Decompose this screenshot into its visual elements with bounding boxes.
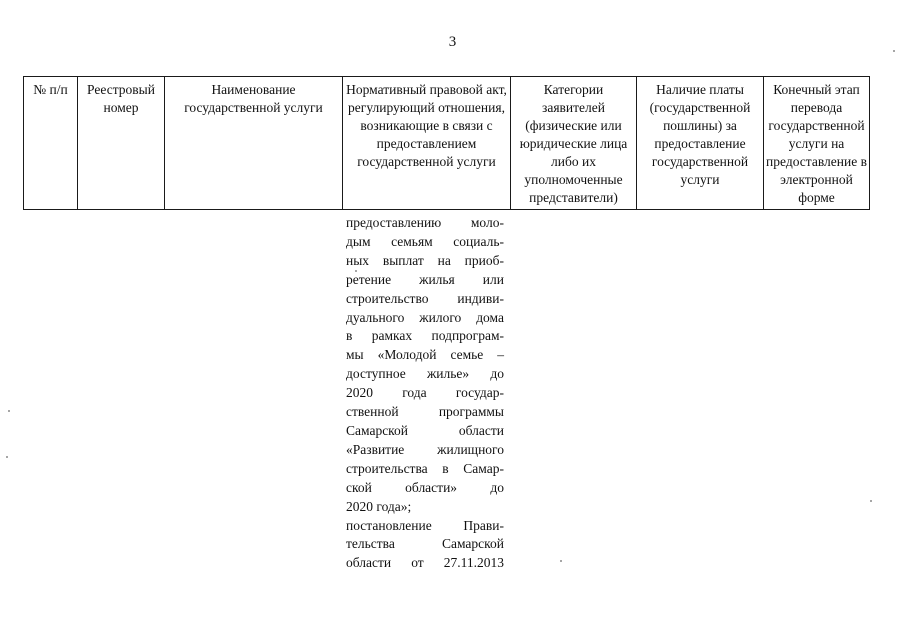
text-line: строительства в Самар- — [346, 460, 504, 476]
legal-act-continuation-text — [346, 214, 504, 573]
table-header-row — [24, 77, 870, 210]
text-line: в рамках подпрограм- — [346, 328, 504, 344]
header-fee: Наличие платы (государственной пошлины) за предоставление государственной услуги — [637, 77, 764, 210]
scan-speck — [893, 50, 895, 52]
text-line: области от 27.11.2013 — [346, 555, 504, 571]
text-line: ных выплат на приоб- — [346, 252, 504, 268]
services-table — [23, 76, 870, 210]
text-line: 2020 года»; — [346, 498, 412, 514]
text-line: Самарской области — [346, 422, 504, 438]
header-applicant-categories: Категории заявителей (физические или юридические лица либо их уполномоченные представители) — [511, 77, 637, 210]
text-line: ретение жилья или — [346, 271, 504, 287]
scan-speck — [355, 270, 357, 272]
text-line: строительство индиви- — [346, 290, 504, 306]
scan-speck — [6, 456, 8, 458]
text-line: постановление Прави- — [346, 517, 504, 533]
header-service-name: Наименование государственной услуги — [165, 77, 343, 210]
scan-speck — [870, 500, 872, 502]
text-line: мы «Молодой семье – — [346, 347, 504, 363]
text-line: предоставлению моло- — [346, 215, 504, 230]
scan-speck — [8, 410, 10, 412]
text-line: дым семьям социаль- — [346, 233, 504, 249]
text-line: 2020 года государ- — [346, 385, 504, 401]
text-line: дуального жилого дома — [346, 309, 504, 325]
text-line: доступное жилье» до — [346, 366, 504, 382]
text-line: тельства Самарской — [346, 536, 504, 552]
scan-speck — [560, 560, 562, 562]
text-line: ской области» до — [346, 479, 504, 495]
text-line: «Развитие жилищного — [346, 441, 504, 457]
header-row-number: № п/п — [24, 77, 78, 210]
page-number: 3 — [448, 34, 457, 50]
header-registry-number: Реестровый номер — [78, 77, 165, 210]
text-line: ственной программы — [346, 404, 504, 420]
header-legal-act: Нормативный правовой акт, регулирующий отношения, возникающие в связи с предоставлением государственной услуги — [343, 77, 511, 210]
header-final-stage: Конечный этап перевода государственной услуги на предоставление в электронной форме — [764, 77, 870, 210]
